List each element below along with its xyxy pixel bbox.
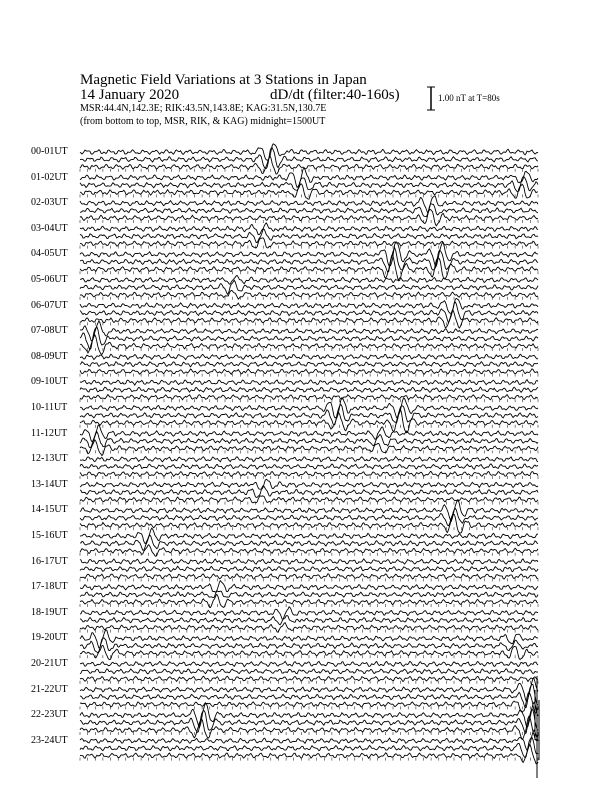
station-trace: [80, 716, 538, 740]
minute-ticks: [80, 527, 538, 530]
minute-ticks: [80, 706, 538, 709]
minute-ticks: [80, 681, 538, 684]
station-trace: [80, 380, 538, 386]
hour-label: 17-18UT: [31, 581, 68, 593]
chart-quantity: dD/dt (filter:40-160s): [270, 87, 400, 103]
hour-row: [80, 730, 538, 764]
station-trace: [80, 574, 538, 579]
minute-ticks: [80, 425, 538, 428]
station-trace: [80, 676, 538, 681]
station-trace: [80, 486, 538, 498]
hour-label: 06-07UT: [31, 299, 68, 311]
hour-label: 18-19UT: [31, 606, 68, 618]
station-trace: [80, 280, 538, 294]
station-coordinates: MSR:44.4N,142.3E; RIK:43.5N,143.8E; KAG:31.5N,130.7E: [80, 103, 327, 114]
hour-row: [80, 298, 538, 328]
hour-row: [80, 630, 538, 660]
station-trace: [80, 591, 538, 598]
hour-row: [80, 223, 538, 249]
minute-ticks: [80, 578, 538, 581]
hour-label: 02-03UT: [31, 197, 68, 209]
minute-ticks: [80, 169, 538, 172]
minute-ticks: [80, 476, 538, 479]
hour-row: [80, 380, 538, 403]
hour-label: 19-20UT: [31, 632, 68, 644]
station-trace: [80, 369, 538, 374]
hour-label: 00-01UT: [31, 146, 68, 157]
hour-label: 20-21UT: [31, 658, 68, 669]
hour-label: 23-24UT: [31, 734, 68, 746]
minute-ticks: [80, 758, 538, 761]
station-trace: [80, 255, 538, 281]
station-trace: [80, 223, 538, 235]
station-trace: [80, 607, 538, 619]
station-trace: [80, 144, 538, 160]
minute-ticks: [80, 322, 538, 325]
hour-row: [80, 354, 538, 377]
hour-row: [80, 425, 538, 456]
station-trace: [80, 702, 538, 727]
hour-label: 10-11UT: [31, 402, 68, 413]
station-trace: [80, 362, 538, 367]
hour-row: [80, 457, 538, 479]
station-trace: [80, 616, 538, 625]
station-trace: [80, 229, 538, 242]
hour-label: 05-06UT: [31, 274, 68, 285]
hour-label: 01-02UT: [31, 171, 68, 183]
station-trace: [80, 464, 538, 469]
hour-row: [80, 607, 538, 633]
station-trace: [80, 457, 538, 462]
hour-label: 21-22UT: [31, 683, 68, 695]
station-trace: [80, 276, 538, 285]
station-trace: [80, 248, 538, 272]
hour-row: [80, 168, 538, 199]
station-trace: [80, 410, 538, 433]
station-trace: [80, 669, 538, 674]
hour-label: 11-12UT: [31, 427, 68, 439]
hour-row: [80, 559, 538, 582]
station-trace: [80, 479, 538, 489]
chart-date: 14 January 2020: [80, 87, 180, 103]
hour-row: [80, 321, 538, 354]
minute-ticks: [80, 271, 538, 274]
hour-row: [80, 528, 538, 556]
minute-ticks: [80, 246, 538, 249]
minute-ticks: [80, 553, 538, 556]
station-trace: [80, 354, 538, 360]
hour-row: [80, 196, 538, 226]
hour-row: [80, 479, 538, 504]
minute-ticks: [80, 732, 538, 735]
hour-row: [80, 500, 538, 533]
hour-label: 16-17UT: [31, 555, 68, 567]
ordering-note: (from bottom to top, MSR, RIK, & KAG) midnight=1500UT: [80, 116, 326, 127]
minute-ticks: [80, 655, 538, 658]
station-trace: [80, 387, 538, 392]
hour-label: 09-10UT: [31, 376, 68, 388]
minute-ticks: [80, 450, 538, 453]
hour-label: 12-13UT: [31, 453, 68, 465]
minute-ticks: [80, 604, 538, 607]
station-trace: [80, 581, 538, 592]
station-trace: [80, 535, 538, 550]
hour-row: [80, 398, 538, 433]
station-trace: [80, 559, 538, 564]
station-trace: [80, 709, 538, 734]
station-trace: [80, 471, 538, 476]
hour-label: 03-04UT: [31, 222, 68, 234]
hour-row: [80, 581, 538, 608]
hour-row: [80, 276, 538, 300]
hour-row: [80, 144, 538, 174]
station-trace: [80, 566, 538, 571]
hour-label: 04-05UT: [31, 248, 68, 260]
scale-bar-label: 1.00 nT at T=80s: [438, 93, 500, 103]
hour-label: 14-15UT: [31, 504, 68, 516]
station-trace: [80, 661, 538, 666]
hour-label: 13-14UT: [31, 478, 68, 490]
chart-title: Magnetic Field Variations at 3 Stations in Japan: [80, 72, 367, 88]
hour-label: 08-09UT: [31, 350, 68, 362]
station-trace: [80, 204, 538, 217]
hour-label: 15-16UT: [31, 530, 68, 541]
hour-row: [80, 661, 538, 684]
station-trace: [80, 395, 538, 400]
hour-label: 07-08UT: [31, 325, 68, 337]
minute-ticks: [80, 297, 538, 300]
hour-label: 22-23UT: [31, 709, 68, 721]
scale-bar: [427, 87, 435, 110]
